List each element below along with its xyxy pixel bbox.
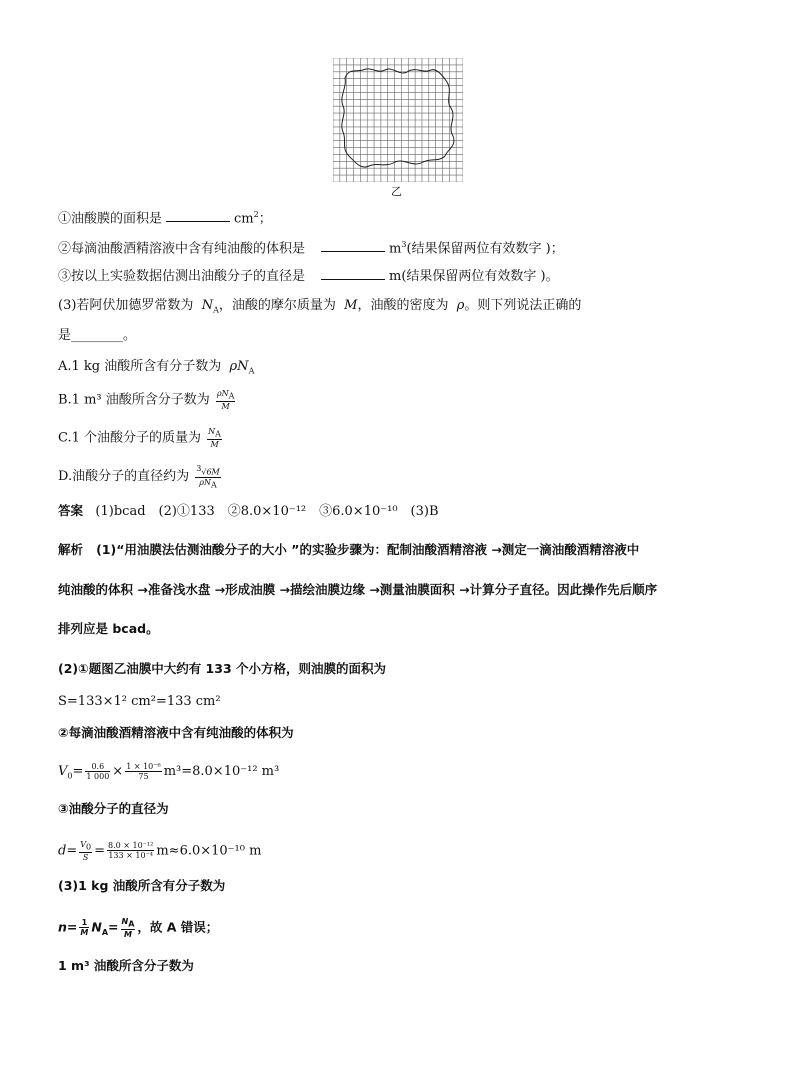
analysis-p1a: 解析 (1)“用油膜法估测油酸分子的大小 ”的实验步骤为：配制油酸酒精溶液 →测定一滴油酸酒精溶液中 bbox=[58, 542, 640, 557]
oil-film-outline bbox=[342, 69, 454, 167]
answer-blank-3[interactable] bbox=[321, 267, 385, 280]
question-1: ①油酸膜的面积是 $cm^2$； bbox=[58, 210, 272, 227]
analysis-p4: ②每滴油酸酒精溶液中含有纯油酸的体积为 bbox=[58, 725, 294, 740]
option-b[interactable]: B.1 m³ 油酸所含分子数为 $\frac{\rho N_A}{M}$ bbox=[58, 389, 235, 411]
answer-blank-2[interactable] bbox=[321, 239, 385, 252]
analysis-p8: (3)1 kg 油酸所含有分子数为 bbox=[58, 878, 226, 893]
question-4-line2: 是________。 bbox=[58, 328, 137, 343]
answer-label: 答案 bbox=[58, 503, 84, 518]
analysis-p7: d= $\frac{V_0}{S}$ = $\frac{\text{8.0 × 10⁻¹²}}{\text{133 × 10⁻⁴}}$ m≈6.0×10⁻¹⁰ m bbox=[58, 840, 262, 862]
option-c[interactable]: C.1 个油酸分子的质量为 $\frac{N_A}{M}$ bbox=[58, 427, 221, 449]
question-4: (3)若阿伏加德罗常数为 $N_A$，油酸的摩尔质量为 M，油酸的密度为 ρ。则下列说法正确的 bbox=[58, 298, 582, 315]
oil-film-grid-figure bbox=[333, 58, 463, 182]
option-a[interactable]: A.1 kg 油酸所含有分子数为 $\rho N_A$ bbox=[58, 359, 255, 376]
question-2: ②每滴油酸酒精溶液中含有纯油酸的体积是 $m^3$(结果保留两位有效数字 )； bbox=[58, 240, 564, 257]
analysis-p5: $V_0=$ $\frac{0.6}{1 000}$ × $\frac{\text{1 × 10⁻⁶}}{75}$ m³=8.0×10⁻¹² m³ bbox=[58, 762, 280, 781]
question-3: ③按以上实验数据估测出油酸分子的直径是 m(结果保留两位有效数字 )。 bbox=[58, 269, 559, 284]
answer-line: 答案 (1)bcad (2)①133 ②8.0×10⁻¹² ③6.0×10⁻¹⁰ (3)B bbox=[58, 503, 439, 519]
analysis-p9: n= $\frac{1}{M}$ $N_A=$ $\frac{N_A}{M}$ ，故 A 错误； bbox=[58, 917, 219, 939]
analysis-p1b: 纯油酸的体积 →准备浅水盘 →形成油膜 →描绘油膜边缘 →测量油膜面积 →计算分子直径。因此操作先后顺序 bbox=[58, 582, 658, 597]
analysis-p6: ③油酸分子的直径为 bbox=[58, 801, 169, 816]
analysis-p1c: 排列应是 bcad。 bbox=[58, 621, 159, 636]
analysis-label: 解析 bbox=[58, 542, 84, 557]
answer-blank-1[interactable] bbox=[166, 209, 230, 222]
figure-caption: 乙 bbox=[391, 185, 402, 198]
analysis-p3: S=133×1² cm²=133 cm² bbox=[58, 694, 221, 709]
option-d[interactable]: D.油酸分子的直径约为 $\frac{^3√6M}{\rho N_A}$ bbox=[58, 464, 220, 490]
analysis-p10: 1 m³ 油酸所含分子数为 bbox=[58, 958, 194, 973]
analysis-p2: (2)①题图乙油膜中大约有 133 个小方格，则油膜的面积为 bbox=[58, 661, 387, 676]
